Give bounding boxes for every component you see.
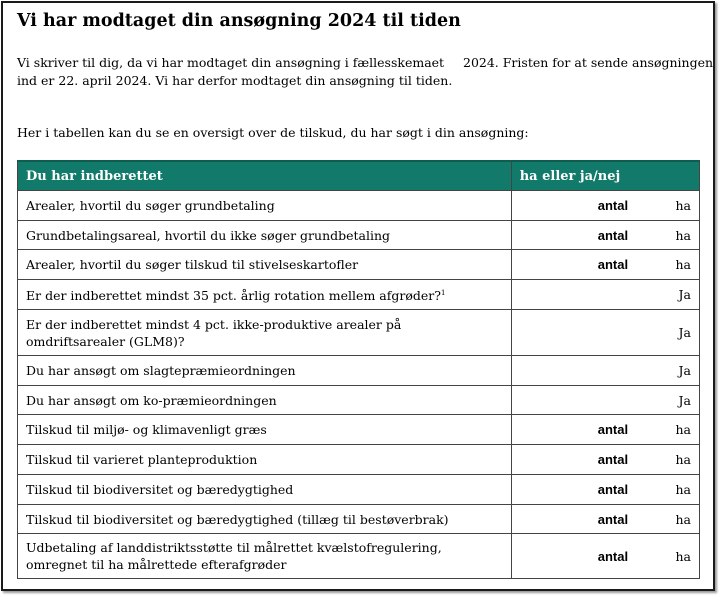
row-answer xyxy=(511,475,699,505)
row-answer xyxy=(511,280,699,310)
row-answer xyxy=(511,250,699,280)
page-title: Vi har modtaget din ansøgning 2024 til tiden xyxy=(17,11,461,31)
row-description: Tilskud til miljø- og klimavenligt græs xyxy=(18,415,512,445)
table-row xyxy=(18,356,700,386)
row-unit: ha xyxy=(675,227,691,243)
row-answer xyxy=(511,445,699,475)
row-answer xyxy=(511,415,699,445)
table-row xyxy=(18,534,700,579)
row-answer xyxy=(511,191,699,221)
row-value: antal xyxy=(597,511,629,527)
table-row xyxy=(18,250,700,280)
column-header-reported: Du har indberettet xyxy=(18,161,512,191)
row-value: antal xyxy=(597,257,629,272)
table-row xyxy=(18,505,700,534)
row-unit: Ja xyxy=(678,392,691,408)
row-description xyxy=(18,280,512,310)
row-description: Tilskud til varieret planteproduktion xyxy=(18,445,512,475)
intro-line-1-right: 2024. Fristen for at sende ansøgningen xyxy=(463,55,714,70)
row-description: Arealer, hvortil du søger tilskud til stivelseskartofler xyxy=(18,250,512,280)
row-description: Du har ansøgt om slagtepræmieordningen xyxy=(18,356,512,386)
row-description: Arealer, hvortil du søger grundbetaling xyxy=(18,191,512,221)
row-answer xyxy=(511,505,699,534)
row-description: Er der indberettet mindst 4 pct. ikke-produktive arealer på omdriftsarealer (GLM8)? xyxy=(18,310,512,356)
table-intro-text: Her i tabellen kan du se en oversigt over de tilskud, du har søgt i din ansøgning: xyxy=(17,125,529,140)
row-value: antal xyxy=(597,422,629,437)
row-unit: ha xyxy=(675,511,691,527)
row-unit: ha xyxy=(675,198,691,213)
row-answer xyxy=(511,356,699,386)
row-description-text: Er der indberettet mindst 35 pct. årlig rotation mellem afgrøder? xyxy=(26,288,441,304)
row-description: Du har ansøgt om ko-præmieordningen xyxy=(18,386,512,415)
row-unit: Ja xyxy=(678,325,691,340)
row-description: Grundbetalingsareal, hvortil du ikke søger grundbetaling xyxy=(18,221,512,250)
row-answer xyxy=(511,310,699,356)
table-row xyxy=(18,386,700,415)
row-answer xyxy=(511,534,699,579)
table-row xyxy=(18,310,700,356)
table-row xyxy=(18,191,700,221)
table-row xyxy=(18,475,700,505)
footnote-marker: 1 xyxy=(440,288,446,297)
table-header-row xyxy=(18,161,700,191)
row-value: antal xyxy=(597,227,629,243)
row-answer xyxy=(511,221,699,250)
table-row xyxy=(18,280,700,310)
table-row xyxy=(18,415,700,445)
column-header-value: ha eller ja/nej xyxy=(511,161,699,191)
row-unit: ha xyxy=(675,452,691,467)
row-value: antal xyxy=(597,548,629,564)
row-unit: ha xyxy=(675,482,691,497)
table-row xyxy=(18,445,700,475)
row-description: Tilskud til biodiversitet og bæredygtighed (tillæg til bestøverbrak) xyxy=(18,505,512,534)
row-unit: ha xyxy=(675,422,691,437)
row-unit: ha xyxy=(675,257,691,272)
intro-line-1-left: Vi skriver til dig, da vi har modtaget din ansøgning i fællesskemaet xyxy=(17,55,445,70)
document-frame xyxy=(1,1,715,591)
row-value: antal xyxy=(597,198,629,213)
row-unit: ha xyxy=(675,548,691,564)
table-row xyxy=(18,221,700,250)
intro-line-2: ind er 22. april 2024. Vi har derfor modtaget din ansøgning til tiden. xyxy=(17,73,453,88)
row-description: Udbetaling af landdistriktsstøtte til målrettet kvælstofregulering, omregnet til ha målrettede efterafgrøder xyxy=(18,534,512,579)
grants-table xyxy=(17,160,700,579)
row-value: antal xyxy=(597,482,629,497)
row-description: Tilskud til biodiversitet og bæredygtighed xyxy=(18,475,512,505)
row-answer xyxy=(511,386,699,415)
row-value: antal xyxy=(597,452,629,467)
row-unit: Ja xyxy=(678,287,691,302)
row-unit: Ja xyxy=(678,363,691,378)
